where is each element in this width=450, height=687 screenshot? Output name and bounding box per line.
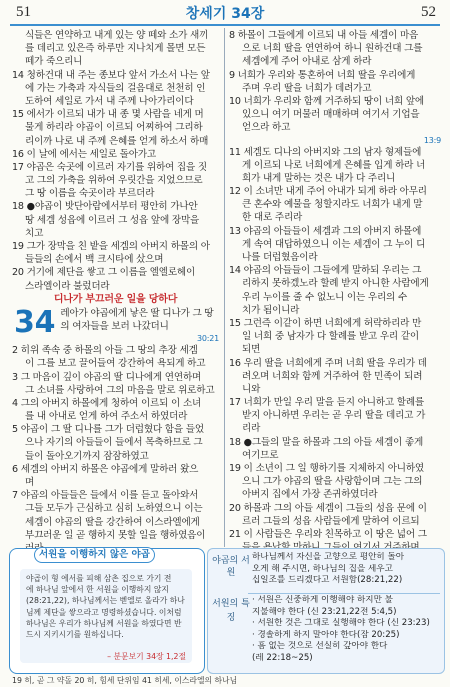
verse-line xyxy=(229,159,441,172)
verse-line xyxy=(12,371,219,384)
info-line: · 서원은 신중하게 이행해야 하지만 불 xyxy=(252,595,393,605)
verse-number: 14 xyxy=(229,265,244,277)
verse-text: 며 xyxy=(25,477,35,488)
verse-text: 야곱의 아들들이 그들에게 말하되 우리는 그 xyxy=(243,265,422,277)
info-line: · 서원한 것은 그대로 실행해야 한다 (신 23:23) xyxy=(252,618,430,629)
verse-text: 세겜도 디나의 아버지와 그의 남자 형제들에 xyxy=(243,146,422,158)
verse-line xyxy=(12,240,219,253)
verse-text: 큰 혼수와 예물을 청할지라도 너희가 내게 말 xyxy=(242,199,423,211)
verse-text: 얻으라 하고 xyxy=(242,122,291,134)
verse-line xyxy=(229,449,441,462)
verse-number: 4 xyxy=(12,397,21,409)
verse-line xyxy=(12,344,219,357)
verse-text: 니와 xyxy=(242,383,261,395)
verse-line xyxy=(229,436,441,449)
verse-line xyxy=(12,161,219,174)
header-rule xyxy=(10,24,440,26)
verse-line xyxy=(12,410,219,423)
verse-number: 20 xyxy=(12,267,27,279)
verse-line xyxy=(229,462,441,475)
verse-line xyxy=(229,211,441,224)
verse-text: 그 마음이 깊이 야곱의 딸 디나에게 연연하며 xyxy=(20,371,202,383)
verse-line xyxy=(12,214,219,227)
verse-line xyxy=(12,227,219,240)
vow-box-line: 에 하나님 앞에서 한 서원을 이행하지 않지 xyxy=(26,585,169,595)
verse-text: 리이까 나로 내 주께 은혜를 얻게 하소서 하매 xyxy=(25,135,209,147)
verse-text: 받지 아니하면 우리는 곧 우리 딸을 데리고 가 xyxy=(242,410,426,422)
verse-line: 레아가 야곱에게 낳은 딸 디나가 그 땅 xyxy=(60,307,214,319)
verse-number: 7 xyxy=(12,490,21,502)
verse-line xyxy=(12,135,219,148)
verse-line xyxy=(12,280,219,293)
verse-text: 하몰과 그의 아들 세겜이 그들의 성읍 문에 이 xyxy=(243,502,427,514)
verse-text: 야곱의 아들들은 들에서 이를 듣고 돌아와서 xyxy=(20,490,199,502)
verse-text: 너희가 우리와 함께 거주하되 땅이 너희 앞에 xyxy=(243,95,424,107)
verse-text: 들이 돌아오기까지 잠잠하였고 xyxy=(25,450,149,462)
verse-number: 17 xyxy=(12,161,27,173)
verse-text: 물게 하리라 야곱이 이르되 어찌하여 그리하 xyxy=(25,122,203,134)
verse-line xyxy=(12,55,219,68)
footnote: 19 히, 곧 그 약돌 20 히, 힘세 단위임 41 히세, 이스라엘의 하나님 xyxy=(12,676,238,685)
verse-text: 를 내 아내로 얻게 하여 주소서 하였더라 xyxy=(25,411,188,423)
verse-line xyxy=(229,291,441,304)
verse-text: 나를 더럽혔음이라 xyxy=(242,252,318,263)
verse-number: 9 xyxy=(229,69,238,81)
verse-line xyxy=(12,253,219,266)
verse-text: 야곱의 아들들이 세겜과 그의 아버지 하몰에 xyxy=(243,225,422,237)
verse-text: 게 속여 대답하였으니 이는 세겜이 그 누이 디 xyxy=(242,238,426,250)
verse-text: ●야곱이 밧단아람에서부터 평안히 가나안 xyxy=(26,201,198,213)
verse-number: 21 xyxy=(229,528,244,540)
verse-text: 고 그의 가축을 위하여 우릿간을 지었으므로 xyxy=(25,175,203,187)
verse-line xyxy=(12,397,219,410)
verse-line xyxy=(229,264,441,277)
verse-number: 15 xyxy=(12,109,27,121)
verse-text: 이 그를 보고 끌어들여 강간하여 욕되게 하고 xyxy=(25,358,206,370)
verse-line xyxy=(12,450,219,463)
verse-number: 14 xyxy=(12,69,27,81)
jacob-vow-text xyxy=(252,552,438,587)
left-column xyxy=(12,29,219,555)
verse-text: 들들의 손에서 백 크시타에 샀으며 xyxy=(25,254,164,266)
verse-text: 치가 됨이니라 xyxy=(242,304,300,316)
verse-line xyxy=(229,277,441,290)
right-column xyxy=(229,29,441,554)
verse-line xyxy=(229,225,441,238)
verse-line xyxy=(12,516,219,529)
verse-text: 되면 xyxy=(242,344,261,356)
verse-text: ●그들의 말을 하몰과 그의 아들 세겜이 좋게 xyxy=(243,436,424,448)
vow-box-line: 야곱이 형 에서를 피해 삼촌 집으로 가기 전 xyxy=(26,574,172,583)
verse-text: 거기에 제단을 쌓고 그 이름을 엘엘로헤이 xyxy=(26,267,196,279)
verse-text: 야곱이 그 딸 디나를 그가 더럽혔다 함을 들었 xyxy=(20,424,204,436)
vow-box-line: 드시 지키시기를 원하십니다. xyxy=(26,630,124,640)
verse-text: 너희가 우리와 통혼하여 너희 딸을 우리에게 xyxy=(237,69,416,81)
cross-reference: 13:9 xyxy=(423,135,441,145)
verse-text: 으로 너희 딸을 연연하여 하니 원하건대 그를 xyxy=(242,43,423,55)
verse-text: 희가 내게 말하는 것은 내가 다 주리니 xyxy=(242,172,396,184)
verse-number: 18 xyxy=(229,436,244,448)
verse-line xyxy=(12,529,219,542)
verse-text: 에 가는 가축과 자식들의 걸음대로 천천히 인 xyxy=(25,82,206,94)
verse-text: 게 이르되 나로 너희에게 은혜를 입게 하라 너 xyxy=(242,159,426,171)
verse-line xyxy=(12,423,219,436)
verse-line xyxy=(229,528,441,541)
verse-line xyxy=(229,396,441,409)
label-jacob-vow: 야곱의 서원 xyxy=(212,556,250,578)
vow-box-title: 서원을 이행하지 않은 야곱 xyxy=(34,547,155,563)
vow-features-text xyxy=(252,595,438,665)
verse-text: 있으니 여기 머물러 매매하며 여기서 기업을 xyxy=(242,109,420,121)
vow-box-source: – 분문보기 34장 1,2절 xyxy=(107,652,186,662)
vow-box-line: 하나님은 우리가 하나님께 서원을 하였다면 반 xyxy=(26,618,182,628)
verse-line xyxy=(12,200,219,213)
verse-text: 그 소녀를 사랑하여 그의 마음을 말로 위로하고 xyxy=(25,384,215,396)
vow-box-line: (28:21,22), 하나님께서는 벧엘로 올라가 하나 xyxy=(26,596,185,606)
verse-text: 땅 세겜 성읍에 이르러 그 성읍 앞에 장막을 xyxy=(25,214,200,226)
verse-number: 13 xyxy=(229,225,244,237)
label-vow-features: 서원의 특징 xyxy=(212,599,250,623)
verse-number: 18 xyxy=(12,201,27,213)
verse-line xyxy=(12,148,219,161)
vow-info-box xyxy=(207,548,445,674)
verse-line xyxy=(229,69,441,82)
verse-text: 우리 딸을 너희에게 주며 너희 딸을 우리가 데 xyxy=(243,357,427,369)
verse-number: 19 xyxy=(12,241,27,252)
verse-line xyxy=(229,198,441,211)
section-heading: 디나가 부끄러운 일을 당하다 xyxy=(53,293,178,305)
verse-number: 8 xyxy=(229,30,238,41)
verse-line xyxy=(229,185,441,198)
verse-line xyxy=(12,121,219,134)
verse-line xyxy=(229,383,441,396)
verse-number: 20 xyxy=(229,502,244,514)
verse-line xyxy=(229,146,441,159)
verse-text: 떼가 죽으리니 xyxy=(25,56,83,68)
verse-line xyxy=(12,29,219,42)
verse-text: 리라 xyxy=(242,423,261,435)
vow-box-line xyxy=(26,640,186,651)
verse-text: 하몰이 그들에게 이르되 내 아들 세겜이 마음 xyxy=(237,30,419,41)
verse-text: 너희가 만일 우리 말을 듣지 아니하고 할례를 xyxy=(243,397,424,409)
verse-line: 의 여자들을 보러 나갔더니 xyxy=(60,320,169,332)
verse-text: 여기므로 xyxy=(242,449,279,461)
verse-line xyxy=(12,174,219,187)
verse-line xyxy=(229,488,441,501)
verse-number: 11 xyxy=(229,146,244,158)
chapter-number: 34 xyxy=(14,304,56,340)
verse-text: 치고 xyxy=(25,227,44,239)
verse-line xyxy=(12,82,219,95)
verse-text: 청하건대 내 주는 종보다 앞서 가소서 나는 앞 xyxy=(26,69,210,81)
verse-text: 그가 장막을 친 밭을 세겜의 아버지 하몰의 아 xyxy=(26,241,210,252)
info-line: 십일조를 드리겠다고 서원함(28:21,22) xyxy=(252,575,403,586)
verse-line xyxy=(229,422,441,435)
verse-line xyxy=(229,502,441,515)
verse-text: 세겜이 야곱의 딸을 강간하여 이스라엘에게 xyxy=(25,516,200,528)
verse-text: 우리 누이를 줄 수 없노니 이는 우리의 수 xyxy=(242,291,408,303)
verse-text: 세겜의 아버지 하몰은 야곱에게 말하러 왔으 xyxy=(20,463,199,475)
verse-line xyxy=(229,343,441,356)
verse-text: 려오며 너희와 함께 거주하여 한 민족이 되려 xyxy=(242,370,423,382)
verse-text: 야곱은 숙곳에 이르러 자기를 위하여 집을 짓 xyxy=(26,161,207,173)
verse-line xyxy=(229,95,441,108)
verse-line xyxy=(229,515,441,528)
verse-text: 으니 그가 야곱의 딸을 사랑함이며 그는 그의 xyxy=(242,476,423,488)
page-number-right: 52 xyxy=(421,4,436,20)
verse-number: 16 xyxy=(12,148,27,160)
verse-text: 이 사람들은 우리와 친목하고 이 땅은 넓어 그 xyxy=(243,528,427,540)
verse-line xyxy=(12,69,219,82)
verse-line xyxy=(12,476,219,489)
verse-line xyxy=(12,384,219,397)
verse-number: 3 xyxy=(12,371,21,383)
verse-number: 10 xyxy=(229,95,244,107)
info-line: · 흠 없는 것으로 선실히 갚아야 한다 xyxy=(252,641,388,652)
verse-text: 주며 우리 딸을 너희가 데려가고 xyxy=(242,82,372,94)
verse-text: 도하여 세일로 가서 내 주께 나아가리이다 xyxy=(25,95,194,107)
verse-line xyxy=(229,42,441,55)
verse-text: 르러 그들의 성읍 사람들에게 말하여 이르되 xyxy=(242,515,420,527)
verse-line xyxy=(12,108,219,121)
verse-line xyxy=(229,29,441,42)
verse-text: 그 땅 이름을 숙곳이라 부르더라 xyxy=(25,188,155,200)
verse-line xyxy=(229,409,441,422)
page-header xyxy=(0,0,450,26)
info-line: 지불해야 한다 (신 23:21,22전 5:4,5) xyxy=(252,606,397,617)
info-line: 하나님께서 자신을 고향으로 평안히 돌아 xyxy=(252,552,405,562)
verse-line xyxy=(12,489,219,502)
chapter-start xyxy=(12,304,219,344)
verse-text: 으나 자기의 아들들이 들에서 목축하므로 그 xyxy=(25,437,203,449)
verse-text: 이 날에 에서는 세일로 돌아가고 xyxy=(26,148,156,160)
verse-text: 그들 모두가 근심하고 심히 노하였으니 이는 xyxy=(25,503,203,515)
verse-line xyxy=(12,95,219,108)
info-divider xyxy=(248,593,440,594)
vow-box-body xyxy=(20,569,192,663)
vow-sidebar-box xyxy=(9,548,205,674)
verse-text: 에서가 이르되 내가 내 종 몇 사람을 네게 머 xyxy=(26,109,204,121)
verse-line xyxy=(229,55,441,68)
verse-text: 히위 족속 중 하몰의 아들 그 땅의 추장 세겜 xyxy=(20,345,198,357)
verse-line xyxy=(12,436,219,449)
info-line: · 경솔하게 하지 말아야 한다(잠 20:25) xyxy=(252,629,400,640)
verse-line xyxy=(229,251,441,264)
verse-text: 스라엘이라 불렀더라 xyxy=(25,280,110,292)
verse-line xyxy=(229,370,441,383)
info-line: (레 22:18~25) xyxy=(252,652,313,663)
verse-number: 15 xyxy=(229,317,244,329)
verse-line xyxy=(229,108,441,121)
verse-number: 16 xyxy=(229,357,244,369)
verse-line xyxy=(12,266,219,279)
verse-text: 이 소년이 그 일 행하기를 지체하지 아니하였 xyxy=(243,463,424,474)
verse-line xyxy=(12,502,219,515)
verse-text: 를 데리고 있은즉 하루만 지나치게 몰면 모든 xyxy=(25,43,206,55)
verse-text: 리하지 못하겠노라 할례 받지 아니한 사람에게 xyxy=(242,278,429,290)
verse-text: 일 너희 중 남자가 다 할례를 받고 우리 같이 xyxy=(242,331,419,343)
cross-reference: 30:21 xyxy=(196,334,219,344)
verse-line xyxy=(229,475,441,488)
verse-text: 한 대로 주리라 xyxy=(242,212,303,224)
info-line: 오게 해 주시면, 하나님의 집을 세우고 xyxy=(252,563,393,574)
verse-line xyxy=(229,357,441,370)
verse-number: 19 xyxy=(229,463,244,474)
verse-text: 부끄러운 일 곧 행하지 못할 일을 행하였음이 xyxy=(25,529,206,541)
verse-number: 17 xyxy=(229,397,244,409)
verse-line xyxy=(12,357,219,370)
verse-number: 12 xyxy=(229,186,244,198)
verse-line xyxy=(12,42,219,55)
verse-line xyxy=(229,82,441,95)
verse-number: 6 xyxy=(12,463,21,475)
page-number-left: 51 xyxy=(16,4,31,20)
verse-text: 그의 아버지 하몰에게 청하여 이르되 이 소녀 xyxy=(20,397,202,409)
verse-text: 식들은 연약하고 내게 있는 양 떼와 소가 새끼 xyxy=(25,30,209,41)
verse-text: 이 소녀만 내게 주어 아내가 되게 하라 아무리 xyxy=(243,186,427,198)
verse-line xyxy=(229,330,441,343)
verse-number: 5 xyxy=(12,424,21,436)
verse-line xyxy=(12,463,219,476)
verse-text: 아버지 집에서 가장 존귀하였더라 xyxy=(242,489,378,501)
verse-line xyxy=(229,317,441,330)
chapter-title: 창세기 34장 xyxy=(185,6,265,22)
verse-line xyxy=(229,172,441,185)
verse-text: 그런즉 이같이 하면 너희에게 허락하리라 만 xyxy=(243,317,422,329)
verse-line xyxy=(229,238,441,251)
verse-text: 세겜에게 주어 아내로 삼게 하라 xyxy=(242,56,372,68)
column-divider xyxy=(224,28,225,547)
verse-line xyxy=(229,304,441,317)
verse-number: 2 xyxy=(12,345,21,357)
verse-line xyxy=(229,121,441,134)
commentary-section xyxy=(9,548,443,672)
vow-box-line: 님께 제단을 쌓으라고 명령하셨습니다. 이처럼 xyxy=(26,607,182,617)
verse-line xyxy=(12,187,219,200)
